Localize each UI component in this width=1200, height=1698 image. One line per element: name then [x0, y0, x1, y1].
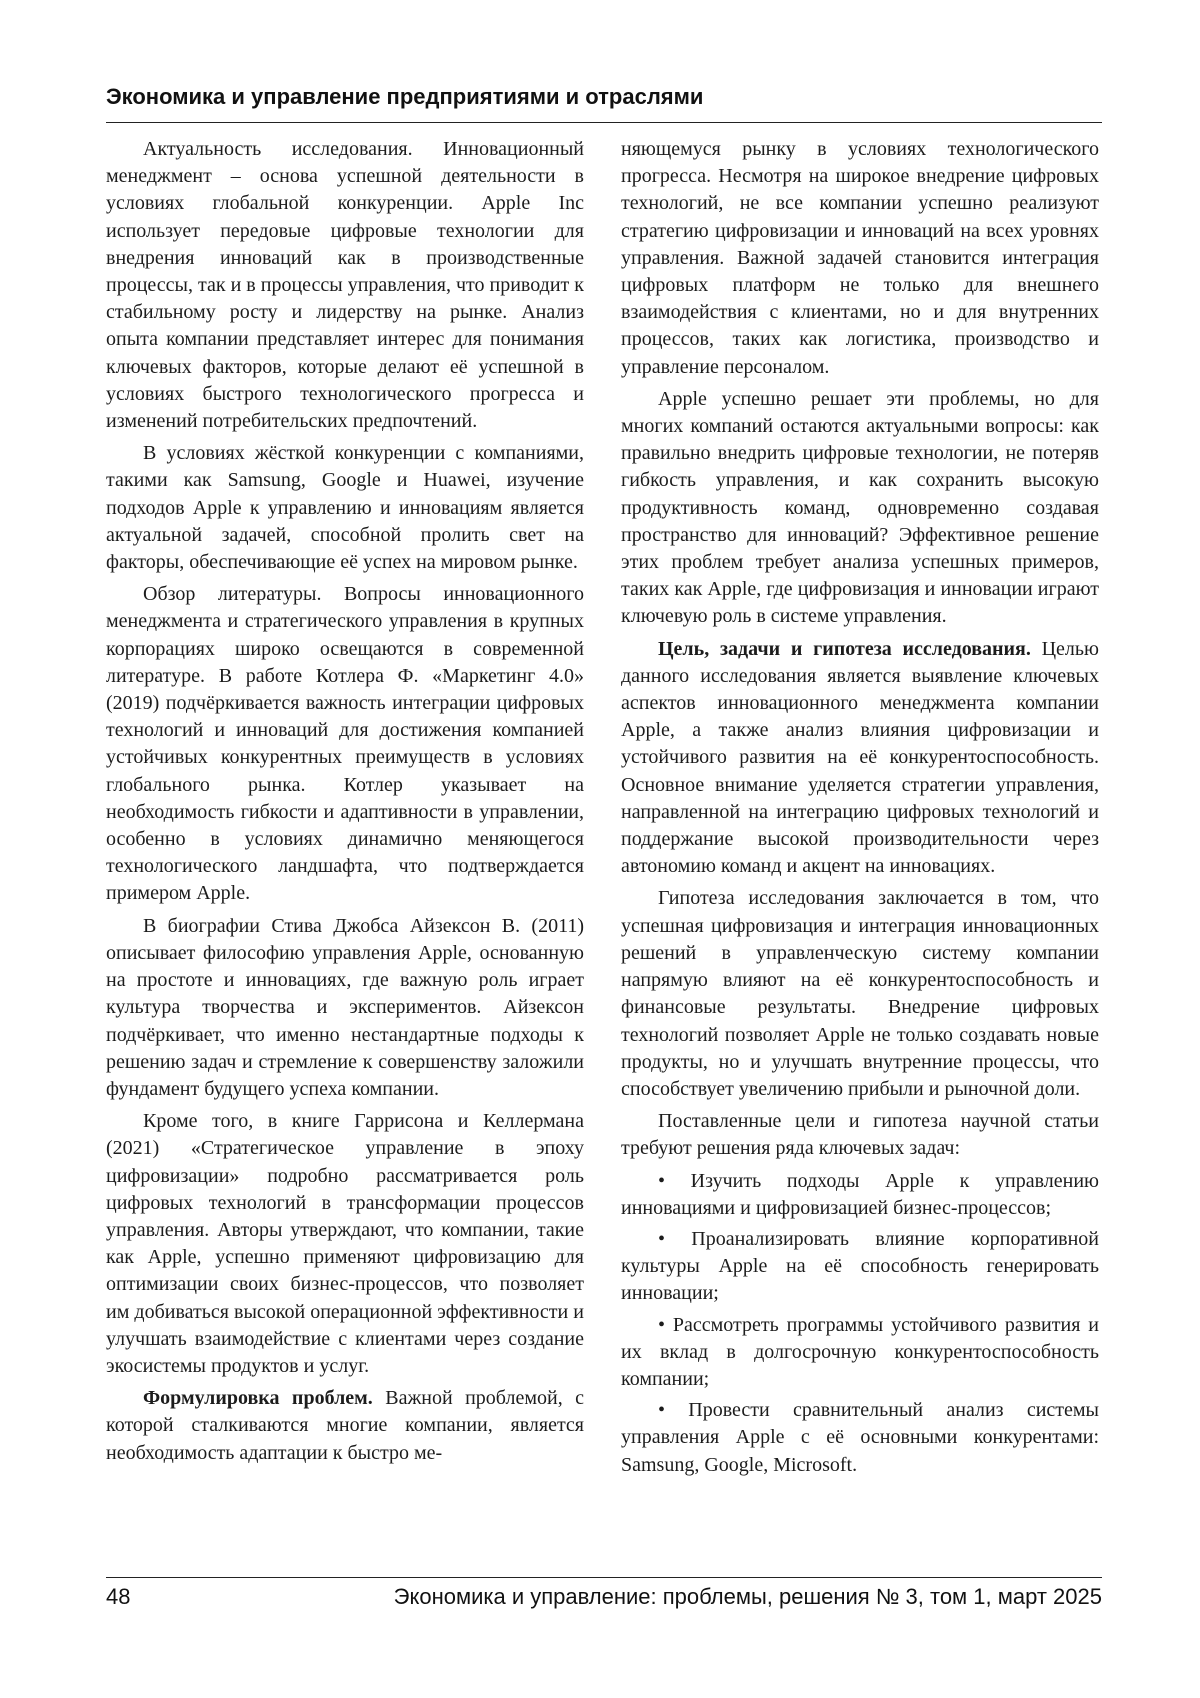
paragraph-jobs-biography: В биографии Стива Джобса Айзексон В. (2011) описывает философию управления Apple, основанную на простоте и инновациях, где важную роль играет культура творчества и экспериментов. Айзексон подчёркивает, что именно нестандартные подходы к решению задач и стремление к совершенству заложили фундамент будущего успеха компании. [106, 914, 584, 1100]
paragraph-goal [621, 636, 1099, 881]
paragraph-garrison-kellerman: Кроме того, в книге Гаррисона и Келлермана (2021) «Стратегическое управление в эпоху цифровизации» подробно рассматривается роль цифровых технологий в трансформации процессов управления. Авторы утверждают, что компании, такие как Apple, успешно применяют цифровизацию для оптимизации своих бизнес-процессов, что позволяет им добиваться высокой операционной эффективности и улучшать взаимодействие с клиентами через создание экосистемы продуктов и услуг. [106, 1110, 584, 1377]
paragraph-problem-statement [106, 1385, 584, 1467]
problem-heading: Формулировка проблем. [143, 1387, 373, 1410]
paragraph-tasks-intro: Поставленные цели и гипотеза научной статьи требуют решения ряда ключевых задач: [621, 1110, 1099, 1160]
goal-heading: Цель, задачи и гипотеза исследования. [658, 637, 1031, 660]
paragraph-competition: В условиях жёсткой конкуренции с компаниями, такими как Samsung, Google и Huawei, изучение подходов Apple к управлению и инновациям является актуальной задачей, способной пролить свет на факторы, обеспечивающие её успех на мировом рынке. [106, 442, 584, 574]
goal-text: Целью данного исследования является выявление ключевых аспектов инновационного менеджмента компании Apple, а также анализ влияния цифровизации и устойчивого развития на её конкурентоспособность. Основное внимание уделяется стратегии управления, направленной на интеграцию цифровых технологий и поддержание высокой производительности через автономию команд и акцент на инновациях. [621, 637, 1099, 878]
list-item: • Провести сравнительный анализ системы управления Apple с её основными конкурентами: Samsung, Google, Microsoft. [621, 1399, 1099, 1476]
page-number: 48 [106, 1584, 131, 1609]
problem-text: Важной проблемой, с которой сталкиваются многие компании, является необходимость адаптации к быстро ме- [106, 1387, 584, 1464]
footer-rule [106, 1577, 1102, 1578]
list-item: • Проанализировать влияние корпоративной культуры Apple на её способность генерировать инновации; [621, 1227, 1099, 1305]
paragraph-hypothesis: Гипотеза исследования заключается в том, что успешная цифровизация и интеграция инновационных решений в управленческую систему компании напрямую влияют на её конкурентоспособность и финансовые результаты. Внедрение цифровых технологий позволяет Apple не только создавать новые продукты, но и улучшать внутренние процессы, что способствует увеличению прибыли и рыночной доли. [621, 887, 1099, 1100]
list-item: • Изучить подходы Apple к управлению инновациями и цифровизацией бизнес-процессов; [621, 1169, 1099, 1219]
left-column [106, 136, 584, 1472]
right-column [621, 136, 1099, 1483]
header-rule [106, 122, 1102, 123]
paragraph-relevance: Актуальность исследования. Инновационный менеджмент – основа успешной деятельности в условиях глобальной конкуренции. Apple Inc использует передовые цифровые технологии для внедрения инноваций как в производственные процессы, так и в процессы управления, что приводит к стабильному росту и лидерству на рынке. Анализ опыта компании представляет интерес для понимания ключевых факторов, которые делают её успешной в условиях быстрого технологического прогресса и изменений потребительских предпочтений. [106, 138, 584, 433]
list-item: • Рассмотреть программы устойчивого развития и их вклад в долгосрочную конкурентоспособность компании; [621, 1313, 1099, 1390]
running-header: Экономика и управление предприятиями и отраслями [106, 84, 704, 109]
journal-title: Экономика и управление: проблемы, решения № 3, том 1, март 2025 [393, 1584, 1102, 1609]
paragraph-literature-review: Обзор литературы. Вопросы инновационного менеджмента и стратегического управления в крупных корпорациях широко освещаются в современной литературе. В работе Котлера Ф. «Маркетинг 4.0» (2019) подчёркивается важность интеграции цифровых технологий и инноваций для достижения компанией устойчивых конкурентных преимуществ в условиях глобального рынка. Котлер указывает на необходимость гибкости и адаптивности в управлении, особенно в условиях динамично меняющегося технологического ландшафта, что подтверждается примером Apple. [106, 583, 584, 905]
paragraph-apple-solves: Apple успешно решает эти проблемы, но для многих компаний остаются актуальными вопросы: как правильно внедрить цифровые технологии, не потеряв гибкость управления, и как сохранить высокую продуктивность команд, одновременно создавая пространство для инноваций? Эффективное решение этих проблем требует анализа успешных примеров, таких как Apple, где цифровизация и инновации играют ключевую роль в системе управления. [621, 387, 1099, 628]
paragraph-problem-continued: няющемуся рынку в условиях технологического прогресса. Несмотря на широкое внедрение цифровых технологий, не все компании успешно реализуют стратегию цифровизации и инноваций на всех уровнях управления. Важной задачей становится интеграция цифровых платформ не только для внешнего взаимодействия с клиентами, но и для внутренних процессов, таких как логистика, производство и управление персоналом. [621, 138, 1099, 378]
